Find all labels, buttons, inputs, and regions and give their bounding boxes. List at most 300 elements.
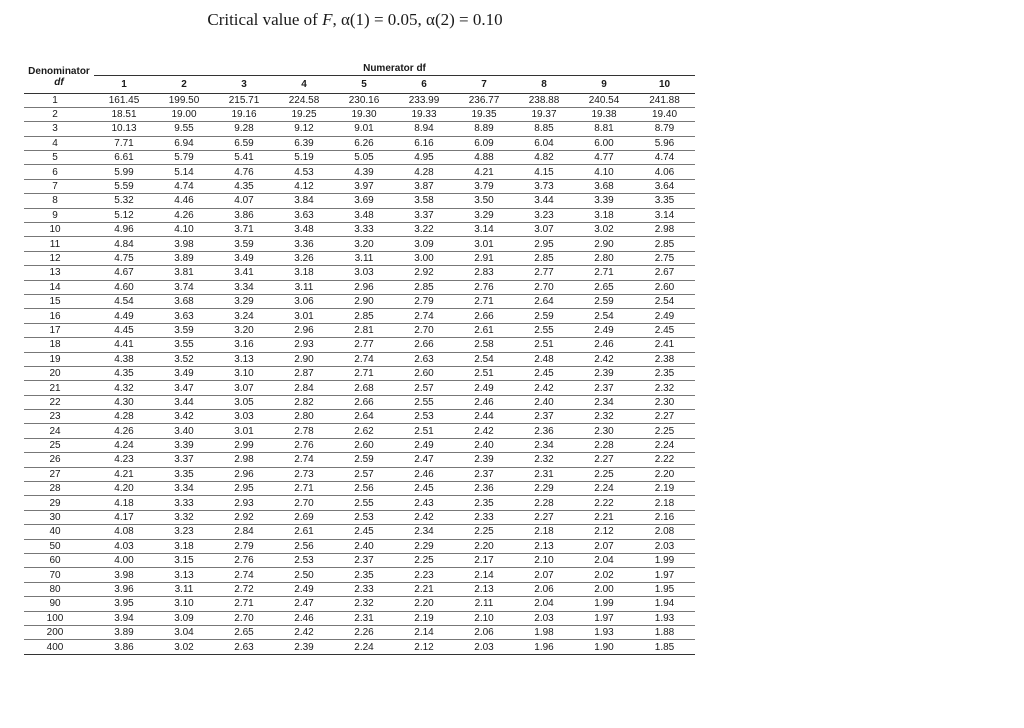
table-cell: 2.30 (574, 424, 634, 438)
table-cell: 6.39 (274, 136, 334, 150)
table-cell: 3.58 (394, 194, 454, 208)
row-df-cell: 10 (24, 223, 94, 237)
table-cell: 5.99 (94, 165, 154, 179)
table-cell: 2.61 (274, 525, 334, 539)
table-cell: 2.35 (454, 496, 514, 510)
table-row (24, 309, 695, 323)
table-row (24, 151, 695, 165)
table-cell: 5.12 (94, 208, 154, 222)
table-cell: 4.75 (94, 251, 154, 265)
row-df-cell: 200 (24, 625, 94, 639)
table-cell: 2.53 (274, 554, 334, 568)
table-cell: 4.84 (94, 237, 154, 251)
table-cell: 2.95 (514, 237, 574, 251)
table-cell: 1.98 (514, 625, 574, 639)
table-row (24, 467, 695, 481)
table-cell: 2.95 (214, 482, 274, 496)
table-cell: 5.41 (214, 151, 274, 165)
table-cell: 4.60 (94, 280, 154, 294)
row-df-cell: 3 (24, 122, 94, 136)
row-df-cell: 70 (24, 568, 94, 582)
table-cell: 2.83 (454, 266, 514, 280)
table-cell: 2.06 (454, 625, 514, 639)
table-cell: 3.20 (214, 323, 274, 337)
table-cell: 2.61 (454, 323, 514, 337)
table-cell: 2.25 (574, 467, 634, 481)
table-cell: 2.22 (634, 453, 695, 467)
table-cell: 2.18 (634, 496, 695, 510)
table-cell: 3.42 (154, 410, 214, 424)
table-cell: 3.22 (394, 223, 454, 237)
table-cell: 3.34 (214, 280, 274, 294)
table-row (24, 294, 695, 308)
table-row (24, 568, 695, 582)
table-cell: 1.85 (634, 640, 695, 654)
table-cell: 7.71 (94, 136, 154, 150)
table-cell: 2.03 (454, 640, 514, 654)
table-cell: 4.23 (94, 453, 154, 467)
table-cell: 2.30 (634, 395, 695, 409)
table-row (24, 179, 695, 193)
table-cell: 4.10 (574, 165, 634, 179)
table-cell: 2.91 (454, 251, 514, 265)
table-row (24, 323, 695, 337)
table-cell: 4.03 (94, 539, 154, 553)
table-cell: 2.80 (274, 410, 334, 424)
table-cell: 2.04 (574, 554, 634, 568)
table-cell: 4.32 (94, 381, 154, 395)
table-cell: 2.40 (334, 539, 394, 553)
table-cell: 3.97 (334, 179, 394, 193)
table-cell: 2.59 (514, 309, 574, 323)
table-cell: 2.92 (394, 266, 454, 280)
f-table-container (24, 62, 695, 655)
table-cell: 4.35 (94, 366, 154, 380)
table-cell: 2.34 (394, 525, 454, 539)
table-cell: 2.41 (634, 338, 695, 352)
table-cell: 2.29 (514, 482, 574, 496)
table-cell: 2.66 (334, 395, 394, 409)
table-cell: 4.21 (454, 165, 514, 179)
row-df-cell: 28 (24, 482, 94, 496)
table-cell: 2.11 (454, 597, 514, 611)
table-cell: 3.86 (94, 640, 154, 654)
table-cell: 3.16 (214, 338, 274, 352)
row-df-cell: 60 (24, 554, 94, 568)
table-cell: 4.45 (94, 323, 154, 337)
table-cell: 3.49 (154, 366, 214, 380)
table-cell: 2.56 (274, 539, 334, 553)
table-cell: 4.96 (94, 223, 154, 237)
table-cell: 2.37 (454, 467, 514, 481)
table-cell: 19.37 (514, 107, 574, 121)
table-cell: 3.37 (154, 453, 214, 467)
table-cell: 3.33 (154, 496, 214, 510)
table-row (24, 165, 695, 179)
row-df-cell: 20 (24, 366, 94, 380)
page-title (0, 10, 710, 30)
table-cell: 2.98 (214, 453, 274, 467)
row-df-cell: 9 (24, 208, 94, 222)
row-df-cell: 8 (24, 194, 94, 208)
table-cell: 8.81 (574, 122, 634, 136)
table-cell: 2.64 (514, 294, 574, 308)
table-cell: 2.96 (214, 467, 274, 481)
table-cell: 3.39 (574, 194, 634, 208)
table-cell: 3.86 (214, 208, 274, 222)
table-cell: 4.15 (514, 165, 574, 179)
table-cell: 3.50 (454, 194, 514, 208)
table-cell: 5.32 (94, 194, 154, 208)
table-cell: 4.74 (154, 179, 214, 193)
table-cell: 3.59 (154, 323, 214, 337)
row-df-cell: 2 (24, 107, 94, 121)
table-cell: 18.51 (94, 107, 154, 121)
table-cell: 2.76 (454, 280, 514, 294)
title-prefix: Critical value of (207, 10, 323, 29)
row-df-cell: 4 (24, 136, 94, 150)
table-cell: 2.27 (514, 510, 574, 524)
table-cell: 2.40 (514, 395, 574, 409)
table-cell: 2.98 (634, 223, 695, 237)
table-cell: 6.59 (214, 136, 274, 150)
table-cell: 3.29 (214, 294, 274, 308)
table-cell: 240.54 (574, 93, 634, 107)
table-cell: 2.24 (574, 482, 634, 496)
table-cell: 3.47 (154, 381, 214, 395)
table-cell: 2.46 (454, 395, 514, 409)
table-cell: 3.07 (514, 223, 574, 237)
table-cell: 2.37 (574, 381, 634, 395)
table-row (24, 251, 695, 265)
table-cell: 230.16 (334, 93, 394, 107)
table-cell: 3.52 (154, 352, 214, 366)
table-cell: 2.70 (214, 611, 274, 625)
table-row (24, 93, 695, 107)
table-cell: 2.26 (334, 625, 394, 639)
table-cell: 3.98 (94, 568, 154, 582)
table-cell: 2.55 (334, 496, 394, 510)
table-cell: 2.43 (394, 496, 454, 510)
table-row (24, 395, 695, 409)
table-row (24, 640, 695, 654)
table-cell: 2.33 (454, 510, 514, 524)
table-cell: 3.14 (454, 223, 514, 237)
table-cell: 9.55 (154, 122, 214, 136)
table-cell: 4.26 (94, 424, 154, 438)
table-cell: 2.70 (394, 323, 454, 337)
table-cell: 3.10 (154, 597, 214, 611)
table-cell: 3.29 (454, 208, 514, 222)
row-df-cell: 12 (24, 251, 94, 265)
table-cell: 2.50 (274, 568, 334, 582)
table-cell: 2.13 (514, 539, 574, 553)
table-cell: 3.81 (154, 266, 214, 280)
table-cell: 2.85 (634, 237, 695, 251)
table-row (24, 107, 695, 121)
table-cell: 2.90 (574, 237, 634, 251)
row-df-cell: 29 (24, 496, 94, 510)
table-cell: 3.01 (454, 237, 514, 251)
table-cell: 6.26 (334, 136, 394, 150)
table-cell: 2.38 (634, 352, 695, 366)
table-cell: 4.77 (574, 151, 634, 165)
table-cell: 8.94 (394, 122, 454, 136)
table-cell: 3.03 (214, 410, 274, 424)
table-cell: 2.85 (514, 251, 574, 265)
table-row (24, 237, 695, 251)
table-cell: 4.41 (94, 338, 154, 352)
row-df-cell: 7 (24, 179, 94, 193)
title-alpha-one: , α(1) = 0.05, (332, 10, 427, 29)
table-cell: 3.33 (334, 223, 394, 237)
table-cell: 3.00 (394, 251, 454, 265)
row-df-cell: 16 (24, 309, 94, 323)
table-cell: 3.71 (214, 223, 274, 237)
row-df-cell: 11 (24, 237, 94, 251)
table-cell: 2.79 (394, 294, 454, 308)
table-cell: 4.00 (94, 554, 154, 568)
table-cell: 3.13 (154, 568, 214, 582)
table-cell: 3.35 (154, 467, 214, 481)
table-cell: 3.18 (574, 208, 634, 222)
table-cell: 3.10 (214, 366, 274, 380)
column-header-1: 1 (94, 75, 154, 93)
table-cell: 2.58 (454, 338, 514, 352)
row-df-cell: 17 (24, 323, 94, 337)
table-cell: 2.76 (214, 554, 274, 568)
table-cell: 3.64 (634, 179, 695, 193)
table-cell: 2.42 (454, 424, 514, 438)
table-cell: 3.59 (214, 237, 274, 251)
table-cell: 2.60 (634, 280, 695, 294)
table-cell: 236.77 (454, 93, 514, 107)
table-cell: 3.02 (154, 640, 214, 654)
table-cell: 2.53 (394, 410, 454, 424)
table-cell: 3.01 (214, 424, 274, 438)
table-cell: 2.12 (574, 525, 634, 539)
table-cell: 2.82 (274, 395, 334, 409)
table-cell: 2.51 (514, 338, 574, 352)
table-cell: 2.32 (634, 381, 695, 395)
table-cell: 4.39 (334, 165, 394, 179)
table-cell: 1.99 (574, 597, 634, 611)
table-cell: 2.70 (274, 496, 334, 510)
table-cell: 2.36 (454, 482, 514, 496)
row-df-cell: 14 (24, 280, 94, 294)
table-cell: 4.35 (214, 179, 274, 193)
table-cell: 3.11 (334, 251, 394, 265)
table-cell: 2.79 (214, 539, 274, 553)
table-cell: 3.74 (154, 280, 214, 294)
table-cell: 3.89 (154, 251, 214, 265)
table-cell: 2.54 (634, 294, 695, 308)
table-cell: 2.42 (394, 510, 454, 524)
table-cell: 2.08 (634, 525, 695, 539)
table-cell: 2.63 (394, 352, 454, 366)
table-cell: 3.73 (514, 179, 574, 193)
table-cell: 4.49 (94, 309, 154, 323)
table-cell: 2.51 (454, 366, 514, 380)
table-cell: 3.14 (634, 208, 695, 222)
table-cell: 3.07 (214, 381, 274, 395)
table-cell: 2.32 (574, 410, 634, 424)
table-cell: 8.79 (634, 122, 695, 136)
table-row (24, 352, 695, 366)
table-cell: 2.69 (274, 510, 334, 524)
table-cell: 3.48 (334, 208, 394, 222)
table-cell: 2.78 (274, 424, 334, 438)
table-cell: 4.18 (94, 496, 154, 510)
table-cell: 4.28 (394, 165, 454, 179)
table-cell: 1.97 (634, 568, 695, 582)
table-cell: 2.54 (454, 352, 514, 366)
table-cell: 4.28 (94, 410, 154, 424)
table-cell: 2.37 (514, 410, 574, 424)
table-cell: 2.33 (334, 582, 394, 596)
table-cell: 4.24 (94, 438, 154, 452)
table-cell: 2.93 (274, 338, 334, 352)
table-cell: 3.11 (274, 280, 334, 294)
table-cell: 2.85 (394, 280, 454, 294)
table-cell: 4.82 (514, 151, 574, 165)
table-cell: 2.14 (394, 625, 454, 639)
table-cell: 19.35 (454, 107, 514, 121)
table-cell: 3.03 (334, 266, 394, 280)
row-df-cell: 1 (24, 93, 94, 107)
table-cell: 2.42 (574, 352, 634, 366)
column-header-4: 4 (274, 75, 334, 93)
table-cell: 2.31 (334, 611, 394, 625)
table-cell: 3.68 (574, 179, 634, 193)
table-cell: 3.18 (274, 266, 334, 280)
table-row (24, 194, 695, 208)
table-cell: 2.77 (514, 266, 574, 280)
table-cell: 8.89 (454, 122, 514, 136)
table-cell: 3.79 (454, 179, 514, 193)
column-header-5: 5 (334, 75, 394, 93)
table-cell: 3.84 (274, 194, 334, 208)
table-cell: 2.81 (334, 323, 394, 337)
row-df-cell: 25 (24, 438, 94, 452)
table-cell: 2.20 (394, 597, 454, 611)
table-cell: 2.23 (394, 568, 454, 582)
table-cell: 5.59 (94, 179, 154, 193)
table-cell: 2.92 (214, 510, 274, 524)
row-df-cell: 90 (24, 597, 94, 611)
table-row (24, 438, 695, 452)
table-cell: 1.97 (574, 611, 634, 625)
table-cell: 2.42 (274, 625, 334, 639)
table-cell: 3.49 (214, 251, 274, 265)
table-row (24, 582, 695, 596)
table-cell: 2.71 (214, 597, 274, 611)
table-cell: 2.87 (274, 366, 334, 380)
row-df-cell: 22 (24, 395, 94, 409)
table-cell: 3.26 (274, 251, 334, 265)
table-cell: 2.49 (574, 323, 634, 337)
table-cell: 3.39 (154, 438, 214, 452)
table-row (24, 611, 695, 625)
table-cell: 1.88 (634, 625, 695, 639)
table-cell: 1.95 (634, 582, 695, 596)
table-cell: 19.25 (274, 107, 334, 121)
table-cell: 2.20 (634, 467, 695, 481)
table-cell: 2.03 (514, 611, 574, 625)
table-cell: 5.79 (154, 151, 214, 165)
table-cell: 2.40 (454, 438, 514, 452)
table-cell: 3.87 (394, 179, 454, 193)
table-row (24, 597, 695, 611)
table-cell: 2.00 (574, 582, 634, 596)
table-cell: 3.94 (94, 611, 154, 625)
table-cell: 3.24 (214, 309, 274, 323)
table-row (24, 539, 695, 553)
table-cell: 2.21 (574, 510, 634, 524)
table-cell: 2.14 (454, 568, 514, 582)
table-cell: 5.96 (634, 136, 695, 150)
table-cell: 2.44 (454, 410, 514, 424)
table-cell: 241.88 (634, 93, 695, 107)
table-cell: 2.84 (214, 525, 274, 539)
column-header-9: 9 (574, 75, 634, 93)
table-cell: 2.36 (514, 424, 574, 438)
table-cell: 2.49 (634, 309, 695, 323)
table-cell: 2.47 (394, 453, 454, 467)
table-row (24, 223, 695, 237)
table-cell: 6.94 (154, 136, 214, 150)
row-df-cell: 19 (24, 352, 94, 366)
table-cell: 9.28 (214, 122, 274, 136)
row-df-cell: 30 (24, 510, 94, 524)
table-cell: 3.68 (154, 294, 214, 308)
table-cell: 3.04 (154, 625, 214, 639)
table-cell: 19.38 (574, 107, 634, 121)
table-cell: 2.06 (514, 582, 574, 596)
table-cell: 4.07 (214, 194, 274, 208)
table-cell: 2.45 (394, 482, 454, 496)
table-cell: 2.27 (574, 453, 634, 467)
row-df-cell: 23 (24, 410, 94, 424)
table-cell: 2.66 (394, 338, 454, 352)
denominator-df-label: df (54, 77, 64, 88)
table-cell: 1.90 (574, 640, 634, 654)
table-cell: 2.63 (214, 640, 274, 654)
denominator-header (24, 62, 94, 93)
table-cell: 3.32 (154, 510, 214, 524)
table-cell: 2.96 (274, 323, 334, 337)
column-header-10: 10 (634, 75, 695, 93)
table-cell: 4.30 (94, 395, 154, 409)
table-cell: 4.53 (274, 165, 334, 179)
table-row (24, 366, 695, 380)
table-cell: 19.40 (634, 107, 695, 121)
row-df-cell: 15 (24, 294, 94, 308)
numerator-label: Numerator df (94, 62, 695, 75)
table-cell: 2.73 (274, 467, 334, 481)
row-df-cell: 27 (24, 467, 94, 481)
table-cell: 3.20 (334, 237, 394, 251)
table-cell: 2.46 (274, 611, 334, 625)
table-cell: 2.66 (454, 309, 514, 323)
table-cell: 2.20 (454, 539, 514, 553)
table-cell: 2.72 (214, 582, 274, 596)
table-cell: 4.10 (154, 223, 214, 237)
table-cell: 2.55 (394, 395, 454, 409)
table-cell: 2.37 (334, 554, 394, 568)
table-row (24, 625, 695, 639)
table-cell: 215.71 (214, 93, 274, 107)
